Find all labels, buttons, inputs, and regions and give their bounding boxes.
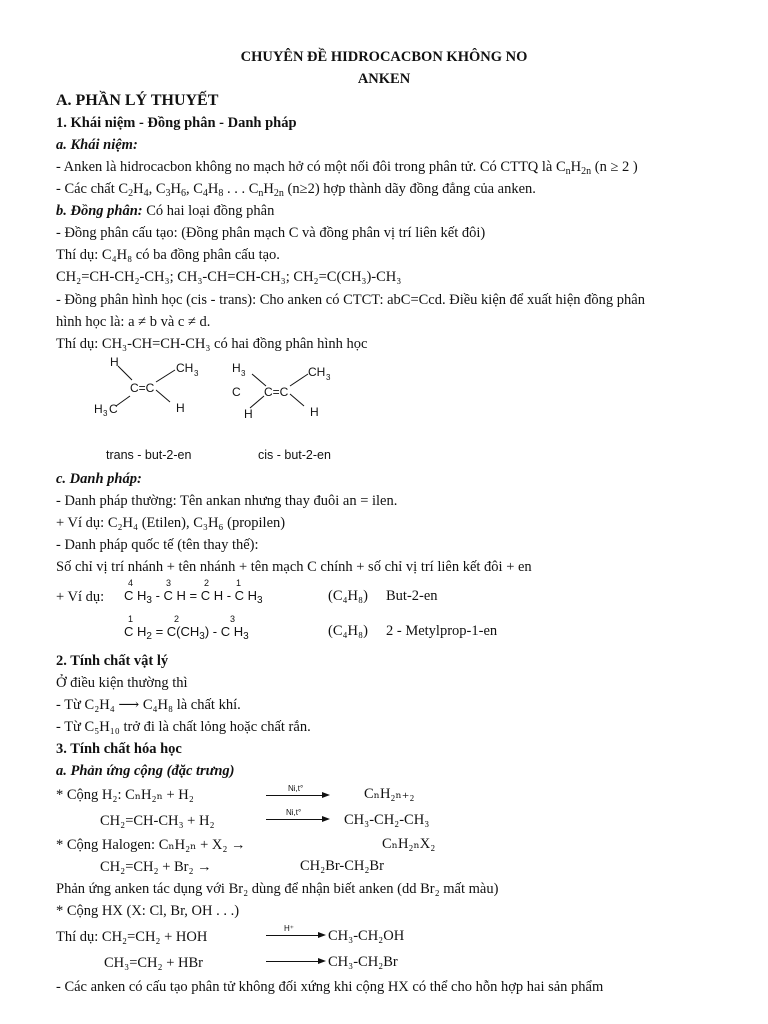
naming-line-1: - Danh pháp thường: Tên ankan nhưng thay đuôi an = ilen. [56, 493, 398, 509]
heading-1b-text: Có hai loại đồng phân [142, 203, 275, 219]
example-1-formula: (C₄H₈) [328, 588, 368, 604]
reaction-note-2: - Các anken có cấu tạo phân tử không đối xứng khi cộng HX có thể cho hỗn hợp hai sản phẩm [56, 979, 604, 995]
isomer-line-5: hình học là: a ≠ b và c ≠ d. [56, 314, 211, 330]
reaction-8-product: CH₃-CH₂Br [328, 954, 398, 970]
svg-text:H: H [94, 402, 103, 416]
reaction-hx-heading: * Cộng HX (X: Cl, Br, OH . . .) [56, 903, 240, 919]
definition-line-1: - Anken là hidrocacbon không no mạch hở có một nối đôi trong phân tử. Có CTTQ là $C_nH_{2n}$ (n ≥ 2 ) [56, 159, 638, 177]
naming-line-2: + Ví dụ: C₂H₄ (Etilen), C₃H₆ (propilen) [56, 515, 286, 531]
reaction-7: Thí dụ: CH₂=CH₂ + HOH [56, 929, 208, 945]
series-prefix: - Các chất C [56, 181, 129, 197]
isomer-line-1: - Đồng phân cấu tạo: (Đồng phân mạch C và đồng phân vị trí liên kết đôi) [56, 225, 486, 241]
naming-line-4: Số chỉ vị trí nhánh + tên nhánh + tên mạch C chính + số chỉ vị trí liên kết đôi + en [56, 559, 532, 575]
svg-text:H: H [110, 355, 119, 369]
definition-line-2: - Các chất $C_2H_4$, $C_3H_6$, $C_4H_8$ . . . $C_nH_{2n}$ (n≥2) hợp thành dãy đồng đẳng của anken. [56, 181, 536, 199]
reaction-4: CH₂=CH₂ + Br₂ → [100, 859, 212, 875]
cis-label: cis - but-2-en [258, 448, 331, 462]
reaction-7-product: CH₃-CH₂OH [328, 928, 405, 944]
svg-text:CH: CH [308, 365, 326, 379]
svg-text:H: H [176, 401, 185, 415]
reaction-2-product: CH₃-CH₂-CH₃ [344, 812, 430, 828]
example-1-name: But-2-en [386, 588, 438, 604]
heading-1c: c. Danh pháp: [56, 471, 142, 487]
reaction-2-catalyst: Ni,t° [286, 808, 302, 817]
reaction-2-arrow [266, 808, 330, 826]
reaction-1: * Cộng H₂: CₙH₂ₙ + H₂ [56, 787, 194, 803]
reaction-4-product: CH₂Br-CH₂Br [300, 858, 384, 874]
svg-text:H: H [232, 361, 241, 375]
physical-line-1: Ở điều kiện thường thì [56, 675, 188, 691]
reaction-8-arrow [266, 954, 326, 968]
isomer-heading [56, 202, 274, 220]
example-2-formula: (C₄H₈) [328, 623, 368, 639]
heading-2: 2. Tính chất vật lý [56, 653, 169, 669]
svg-text:3: 3 [326, 373, 331, 382]
heading-3a: a. Phản ứng cộng (đặc trưng) [56, 763, 235, 779]
svg-text:3: 3 [194, 369, 199, 378]
reaction-2: CH₂=CH-CH₃ + H₂ [100, 813, 215, 829]
definition-condition: (n ≥ 2 ) [591, 159, 638, 175]
reaction-8: CH₃=CH₂ + HBr [104, 955, 203, 971]
reaction-1-catalyst: Ni,t° [288, 784, 304, 793]
reaction-1-product: CₙH₂ₙ₊₂ [364, 786, 415, 802]
example-2-name: 2 - Metylprop-1-en [386, 623, 498, 639]
reaction-3-product: CₙH₂ₙX₂ [382, 836, 436, 852]
example-1-structure: 4 3 2 1 C $H_3$ - C H = C H - C $H_3$ [124, 578, 263, 606]
heading-3: 3. Tính chất hóa học [56, 741, 182, 757]
isomer-line-3: CH₂=CH-CH₂-CH₃; CH₃-CH=CH-CH₃; CH₂=C(CH₃)-CH₃ [56, 269, 402, 285]
reaction-7-catalyst: H⁺ [284, 924, 294, 933]
reaction-note-1: Phản ứng anken tác dụng với Br₂ dùng để nhận biết anken (dd Br₂ mất màu) [56, 881, 499, 897]
svg-text:CH: CH [176, 361, 194, 375]
svg-text:C=C: C=C [130, 381, 155, 395]
svg-text:C=C: C=C [264, 385, 289, 399]
svg-text:H: H [244, 407, 253, 421]
example-2-structure: 1 2 3 C $H_2 = C(CH_3) - C$ $H_3$ [124, 614, 249, 642]
naming-line-3: - Danh pháp quốc tế (tên thay thế): [56, 537, 259, 553]
svg-text:3: 3 [103, 409, 108, 418]
heading-1a: a. Khái niệm: [56, 137, 138, 153]
physical-line-3: - Từ C₅H₁₀ trở đi là chất lỏng hoặc chất rắn. [56, 719, 311, 735]
trans-label: trans - but-2-en [106, 448, 192, 462]
reaction-3: * Cộng Halogen: CₙH₂ₙ + X₂ → [56, 837, 246, 853]
series-suffix: (n≥2) hợp thành dãy đồng đẳng của anken. [283, 181, 536, 197]
svg-text:H: H [310, 405, 319, 419]
heading-1: 1. Khái niệm - Đồng phân - Danh pháp [56, 115, 297, 131]
reaction-7-arrow [266, 924, 326, 942]
example-prefix: + Ví dụ: [56, 589, 105, 605]
cis-trans-structures [90, 352, 350, 432]
page-title: CHUYÊN ĐỀ HIDROCACBON KHÔNG NO [240, 49, 528, 65]
svg-text:C: C [109, 402, 118, 416]
definition-text: - Anken là hidrocacbon không no mạch hở có một nối đôi trong phân tử. Có CTTQ là C [56, 159, 566, 175]
svg-text:C: C [232, 385, 241, 399]
reaction-1-arrow [266, 784, 330, 802]
isomer-line-4: - Đồng phân hình học (cis - trans): Cho anken có CTCT: abC=Ccd. Điều kiện để xuất hiện đồng phân [56, 292, 645, 308]
isomer-line-6: Thí dụ: CH₃-CH=CH-CH₃ có hai đồng phân hình học [56, 336, 368, 352]
section-a-heading: A. PHẦN LÝ THUYẾT [56, 92, 219, 109]
page-subtitle: ANKEN [357, 71, 411, 87]
physical-line-2: - Từ C₂H₄ ⟶ C₄H₈ là chất khí. [56, 697, 241, 713]
isomer-line-2: Thí dụ: C₄H₈ có ba đồng phân cấu tạo. [56, 247, 280, 263]
svg-text:3: 3 [241, 369, 246, 378]
heading-1b: b. Đồng phân: [56, 203, 143, 219]
